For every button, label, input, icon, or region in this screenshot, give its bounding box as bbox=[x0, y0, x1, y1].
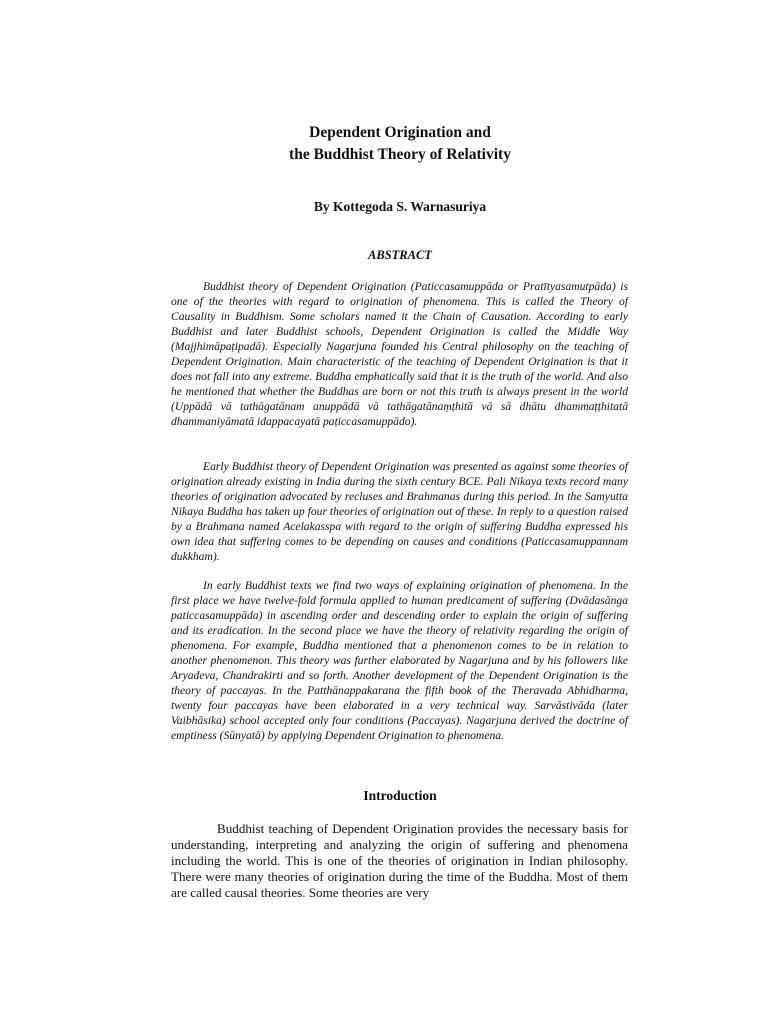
abstract-text-3: In early Buddhist texts we find two ways of explaining origination of phenomena. In the first place we have twelve-fold formula applied to human predicament of suffering (Dvādasānga paticcasamuppāda) in ascending order and descending order to explain the origin of suffering and its eradication. In the second place we have the theory of relativity regarding the origin of phenomena. For example, Buddha mentioned that a phenomenon comes to be in relation to another phenomenon. This theory was further elaborated by Nagarjuna and by his followers like Aryadeva, Chandrakirti and so forth. Another development of the Dependent Origination is the theory of paccayas. In the Patthānappakarana the fifth book of the Theravada Abhidharma, twenty four paccayas have been elaborated in a very technical way. Sarvāstivāda (later Vaibhāsika) school accepted only four conditions (Paccayas). Nagarjuna derived the doctrine of emptiness (Sūnyatā) by applying Dependent Origination to phenomena. bbox=[171, 579, 628, 742]
title-line-1: Dependent Origination and bbox=[309, 124, 491, 141]
introduction-heading: Introduction bbox=[363, 788, 437, 803]
title-line-2: the Buddhist Theory of Relativity bbox=[289, 146, 511, 163]
paper-title bbox=[0, 122, 768, 166]
abstract-paragraph-1 bbox=[171, 279, 628, 429]
introduction-body bbox=[171, 821, 628, 901]
abstract-paragraph-2 bbox=[171, 459, 628, 564]
author-byline: By Kottegoda S. Warnasuriya bbox=[313, 199, 487, 214]
abstract-heading: ABSTRACT bbox=[368, 248, 432, 262]
abstract-text-2: Early Buddhist theory of Dependent Origination was presented as against some theories of origination already existing in India during the sixth century BCE. Pali Nikaya texts record many theories of origination advocated by recluses and Brahmanas during this period. In the Samyutta Nikaya Buddha has taken up four theories of origination out of these. In reply to a question raised by a Brahmana named Acelakasspa with regard to the origin of suffering Buddha expressed his own idea that suffering comes to be depending on causes and conditions (Paticcasamuppannam dukkham). bbox=[171, 460, 628, 563]
abstract-text-1: Buddhist theory of Dependent Origination (Paticcasamuppāda or Pratītyasamutpāda) is one of the theories with regard to origination of phenomena. This is called the Theory of Causality in Buddhism. Some scholars named it the Chain of Causation. According to early Buddhist and later Buddhist schools, Dependent Origination is called the Middle Way (Majjhimāpaṭipadā). Especially Nagarjuna founded his Central philosophy on the teaching of Dependent Origination. Main characteristic of the teaching of Dependent Origination is that it does not fall into any extreme. Buddha emphatically said that it is the truth of the world. And also he mentioned that whether the Buddhas are born or not this truth is always present in the world (Uppādā vā tathāgatānam anuppādā vā tathāgatānaṃṭhitā vā sā dhātu dhammaṭṭhitatā dhammaniyāmatā idappacayatā paṭiccasamuppādo). bbox=[171, 280, 628, 428]
introduction-text: Buddhist teaching of Dependent Origination provides the necessary basis for understanding, interpreting and analyzing the origin of suffering and phenomena including the world. This is one of the theories of origination in Indian philosophy. There were many theories of origination during the time of the Buddha. Most of them are called causal theories. Some theories are very bbox=[171, 821, 628, 900]
abstract-paragraph-3 bbox=[171, 578, 628, 743]
